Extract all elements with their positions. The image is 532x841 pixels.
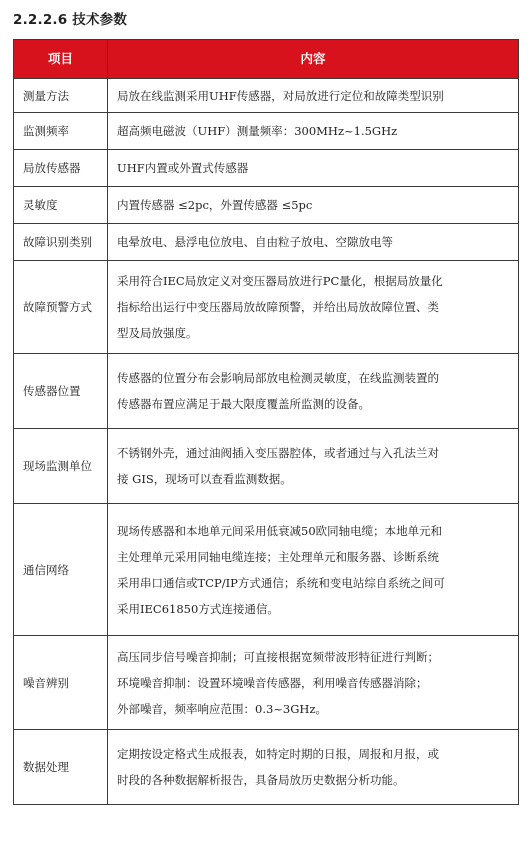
row-item-content — [108, 150, 519, 187]
table-row — [14, 261, 519, 354]
row-item-content — [108, 113, 519, 150]
content-line: 主处理单元采用同轴电缆连接；主处理单元和服务器、诊断系统 — [117, 549, 439, 564]
table-row — [14, 79, 519, 113]
table-row — [14, 113, 519, 150]
row-item-name: 故障识别类别 — [14, 224, 108, 261]
content-line: 时段的各种数据解析报告，具备局放历史数据分析功能。 — [117, 773, 405, 787]
tech-params-table — [13, 39, 519, 805]
content-line: 指标给出运行中变压器局放故障预警，并给出局放故障位置、类 — [117, 300, 439, 314]
content-line: 内置传感器 ≤2pc，外置传感器 ≤5pc — [117, 198, 313, 212]
content-line: 型及局放强度。 — [117, 326, 198, 340]
content-line: 接 GIS，现场可以查看监测数据。 — [117, 472, 292, 486]
row-item-name: 噪音辨别 — [14, 636, 108, 730]
row-item-name: 数据处理 — [14, 730, 108, 805]
table-body — [14, 79, 519, 805]
row-item-content — [108, 730, 519, 805]
row-item-name: 灵敏度 — [14, 187, 108, 224]
content-line: 现场传感器和本地单元间采用低衰减50欧同轴电缆；本地单元和 — [117, 523, 443, 538]
row-item-name: 故障预警方式 — [14, 261, 108, 354]
table-row — [14, 354, 519, 429]
section-title: 2.2.2.6 技术参数 — [13, 12, 128, 28]
row-item-content — [108, 224, 519, 261]
header-item: 项目 — [14, 40, 108, 79]
content-line: 采用IEC61850方式连接通信。 — [117, 601, 279, 616]
table-header-row — [14, 40, 519, 79]
table-row — [14, 150, 519, 187]
row-item-content — [108, 504, 519, 636]
row-item-content — [108, 429, 519, 504]
row-item-content — [108, 354, 519, 429]
content-line: 局放在线监测采用UHF传感器，对局放进行定位和故障类型识别 — [117, 88, 444, 103]
row-item-content — [108, 79, 519, 113]
row-item-name: 监测频率 — [14, 113, 108, 150]
table-row — [14, 187, 519, 224]
table-row — [14, 224, 519, 261]
row-item-content — [108, 261, 519, 354]
content-line: 传感器的位置分布会影响局部放电检测灵敏度，在线监测装置的 — [117, 371, 439, 385]
content-line: 环境噪音抑制：设置环境噪音传感器，利用噪音传感器消除； — [117, 675, 428, 690]
header-content: 内容 — [108, 40, 519, 79]
row-item-content — [108, 636, 519, 730]
content-line: 不锈钢外壳，通过油阀插入变压器腔体，或者通过与入孔法兰对 — [117, 446, 439, 460]
content-line: 定期按设定格式生成报表，如特定时期的日报，周报和月报，或 — [117, 747, 439, 761]
content-line: 传感器布置应满足于最大限度覆盖所监测的设备。 — [117, 397, 370, 411]
row-item-name: 通信网络 — [14, 504, 108, 636]
row-item-name: 传感器位置 — [14, 354, 108, 429]
content-line: 采用符合IEC局放定义对变压器局放进行PC量化，根据局放量化 — [117, 274, 443, 288]
table-row — [14, 504, 519, 636]
content-line: UHF内置或外置式传感器 — [117, 161, 249, 175]
row-item-name: 测量方法 — [14, 79, 108, 113]
table-row — [14, 429, 519, 504]
row-item-content — [108, 187, 519, 224]
content-line: 超高频电磁波（UHF）测量频率：300MHz~1.5GHz — [117, 124, 398, 138]
table-row — [14, 730, 519, 805]
content-line: 采用串口通信或TCP/IP方式通信；系统和变电站综自系统之间可 — [117, 575, 445, 590]
table-row — [14, 636, 519, 730]
content-line: 外部噪音，频率响应范围：0.3~3GHz。 — [117, 701, 328, 716]
content-line: 高压同步信号噪音抑制；可直接根据宽频带波形特征进行判断； — [117, 649, 439, 664]
row-item-name: 局放传感器 — [14, 150, 108, 187]
row-item-name: 现场监测单位 — [14, 429, 108, 504]
content-line: 电晕放电、悬浮电位放电、自由粒子放电、空隙放电等 — [117, 235, 393, 249]
